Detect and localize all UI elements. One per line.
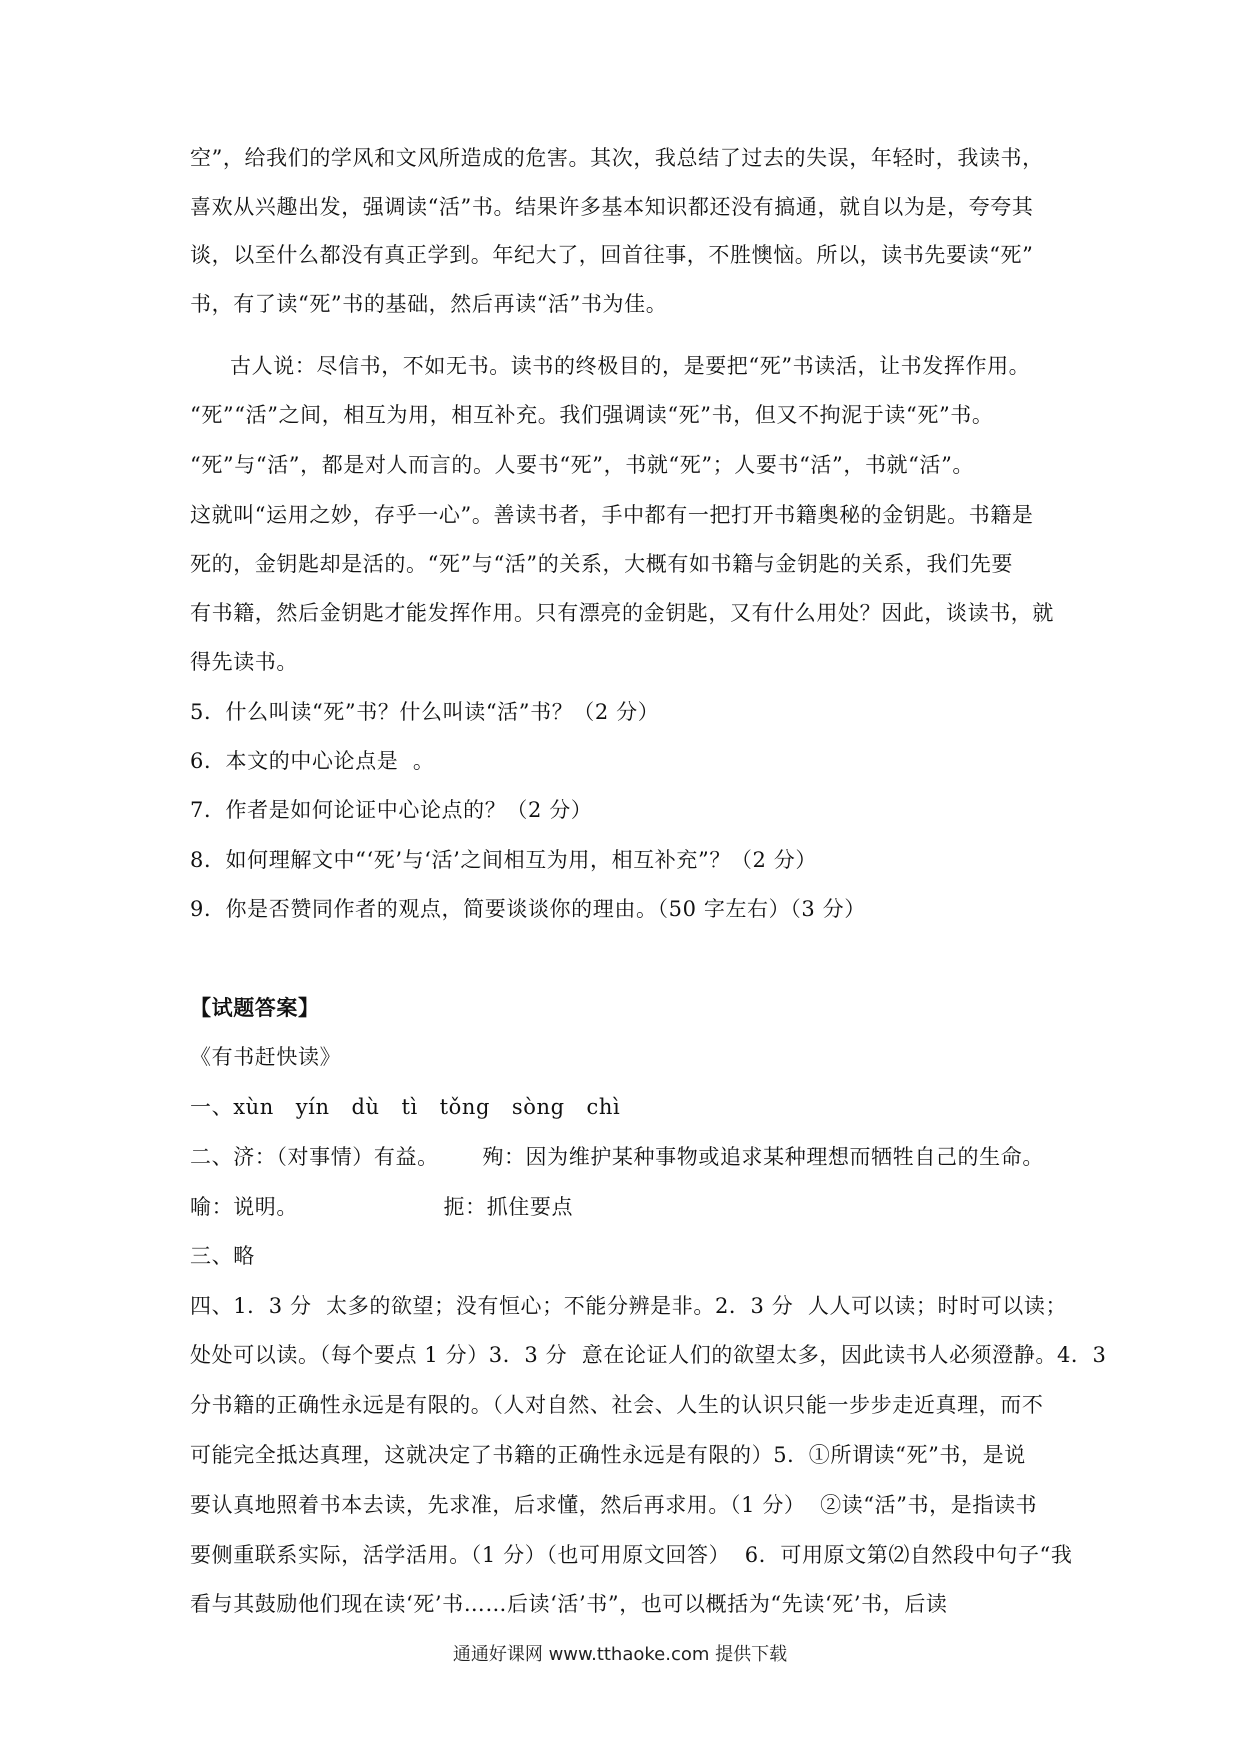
answer-line: 分书籍的正确性永远是有限的。（人对自然、社会、人生的认识只能一步步走近真理，而不 [190, 1393, 1044, 1417]
paragraph-line: 得先读书。 [190, 650, 298, 674]
answer-line: 看与其鼓励他们现在读‘死’书……后读‘活’书”，也可以概括为“先读‘死’书，后读 [190, 1592, 948, 1616]
page-footer: 通通好课网 www.tthaoke.com 提供下载 [452, 1644, 788, 1665]
paragraph-line: 有书籍，然后金钥匙才能发挥作用。只有漂亮的金钥匙，又有什么用处？因此，谈读书，就 [190, 601, 1054, 625]
question-6: 6．本文的中心论点是 。 [190, 749, 435, 773]
answer-line: 一、xùn yín dù tì tǒng sòng chì [190, 1095, 621, 1119]
question-7: 7．作者是如何论证中心论点的？（2 分） [190, 798, 593, 822]
answer-line: 要认真地照着书本去读，先求准，后求懂，然后再求用。（1 分） ②读“活”书，是指读书 [190, 1493, 1038, 1517]
paragraph-line: “死”“活”之间，相互为用，相互补充。我们强调读“死”书，但又不拘泥于读“死”书。 [190, 403, 994, 427]
answer-heading: 【试题答案】 [190, 996, 320, 1020]
answer-line: 四、1．3 分 太多的欲望；没有恒心；不能分辨是非。2．3 分 人人可以读；时时可以读； [190, 1294, 1068, 1318]
question-5: 5．什么叫读“死”书？什么叫读“活”书？（2 分） [190, 700, 660, 724]
answer-line: 喻：说明。 扼：抓住要点 [190, 1195, 574, 1219]
answer-line: 可能完全抵达真理，这就决定了书籍的正确性永远是有限的）5．①所谓读“死”书，是说 [190, 1443, 1026, 1467]
answer-title: 《有书赶快读》 [190, 1045, 342, 1069]
paragraph-line: “死”与“活”，都是对人而言的。人要书“死”，书就“死”；人要书“活”，书就“活”。 [190, 453, 975, 477]
paragraph-line: 喜欢从兴趣出发，强调读“活”书。结果许多基本知识都还没有搞通，就自以为是，夸夸其 [190, 195, 1034, 219]
paragraph-line: 这就叫“运用之妙，存乎一心”。善读书者，手中都有一把打开书籍奥秘的金钥匙。书籍是 [190, 503, 1034, 527]
paragraph-line: 古人说：尽信书，不如无书。读书的终极目的，是要把“死”书读活，让书发挥作用。 [230, 354, 1031, 378]
paragraph-line: 谈，以至什么都没有真正学到。年纪大了，回首往事，不胜懊恼。所以，读书先要读“死” [190, 243, 1034, 267]
answer-line: 三、略 [190, 1244, 255, 1268]
paragraph-line: 空”，给我们的学风和文风所造成的危害。其次，我总结了过去的失误，年轻时，我读书， [190, 146, 1044, 170]
paragraph-line: 书，有了读“死”书的基础，然后再读“活”书为佳。 [190, 292, 668, 316]
question-9: 9．你是否赞同作者的观点，简要谈谈你的理由。（50 字左右）（3 分） [190, 897, 866, 921]
answer-line: 二、济：（对事情）有益。 殉：因为维护某种事物或追求某种理想而牺牲自己的生命。 [190, 1145, 1044, 1169]
question-8: 8．如何理解文中“‘死’与‘活’之间相互为用，相互补充”？（2 分） [190, 848, 817, 872]
paragraph-line: 死的，金钥匙却是活的。“死”与“活”的关系，大概有如书籍与金钥匙的关系，我们先要 [190, 552, 1013, 576]
answer-line: 要侧重联系实际，活学活用。（1 分）（也可用原文回答） 6．可用原文第⑵自然段中句子“我 [190, 1543, 1073, 1567]
answer-line: 处处可以读。（每个要点 1 分）3．3 分 意在论证人们的欲望太多，因此读书人必须澄静。4．3 [190, 1343, 1107, 1367]
